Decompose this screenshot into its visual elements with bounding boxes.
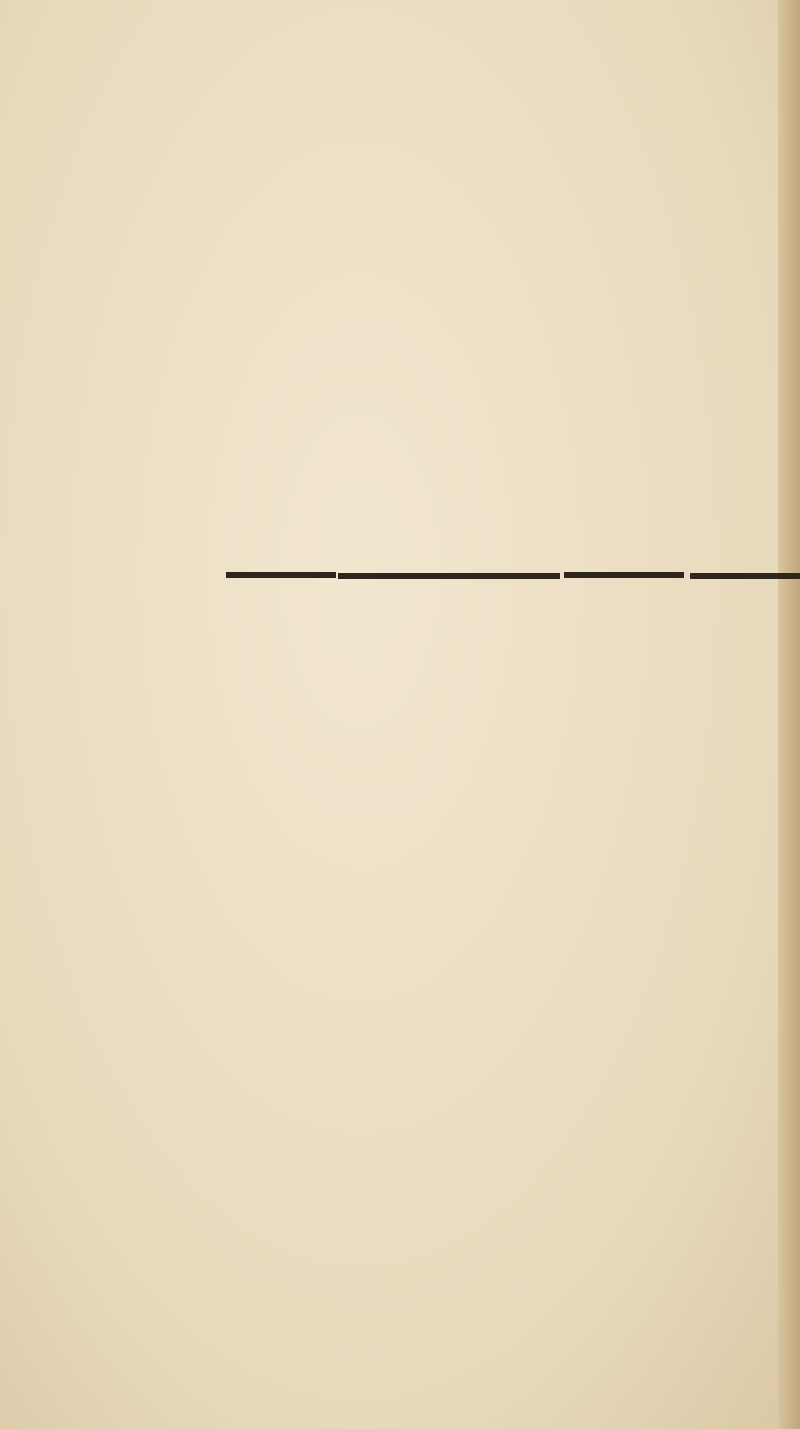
page-gutter	[778, 0, 800, 1429]
section-divider	[226, 572, 758, 580]
